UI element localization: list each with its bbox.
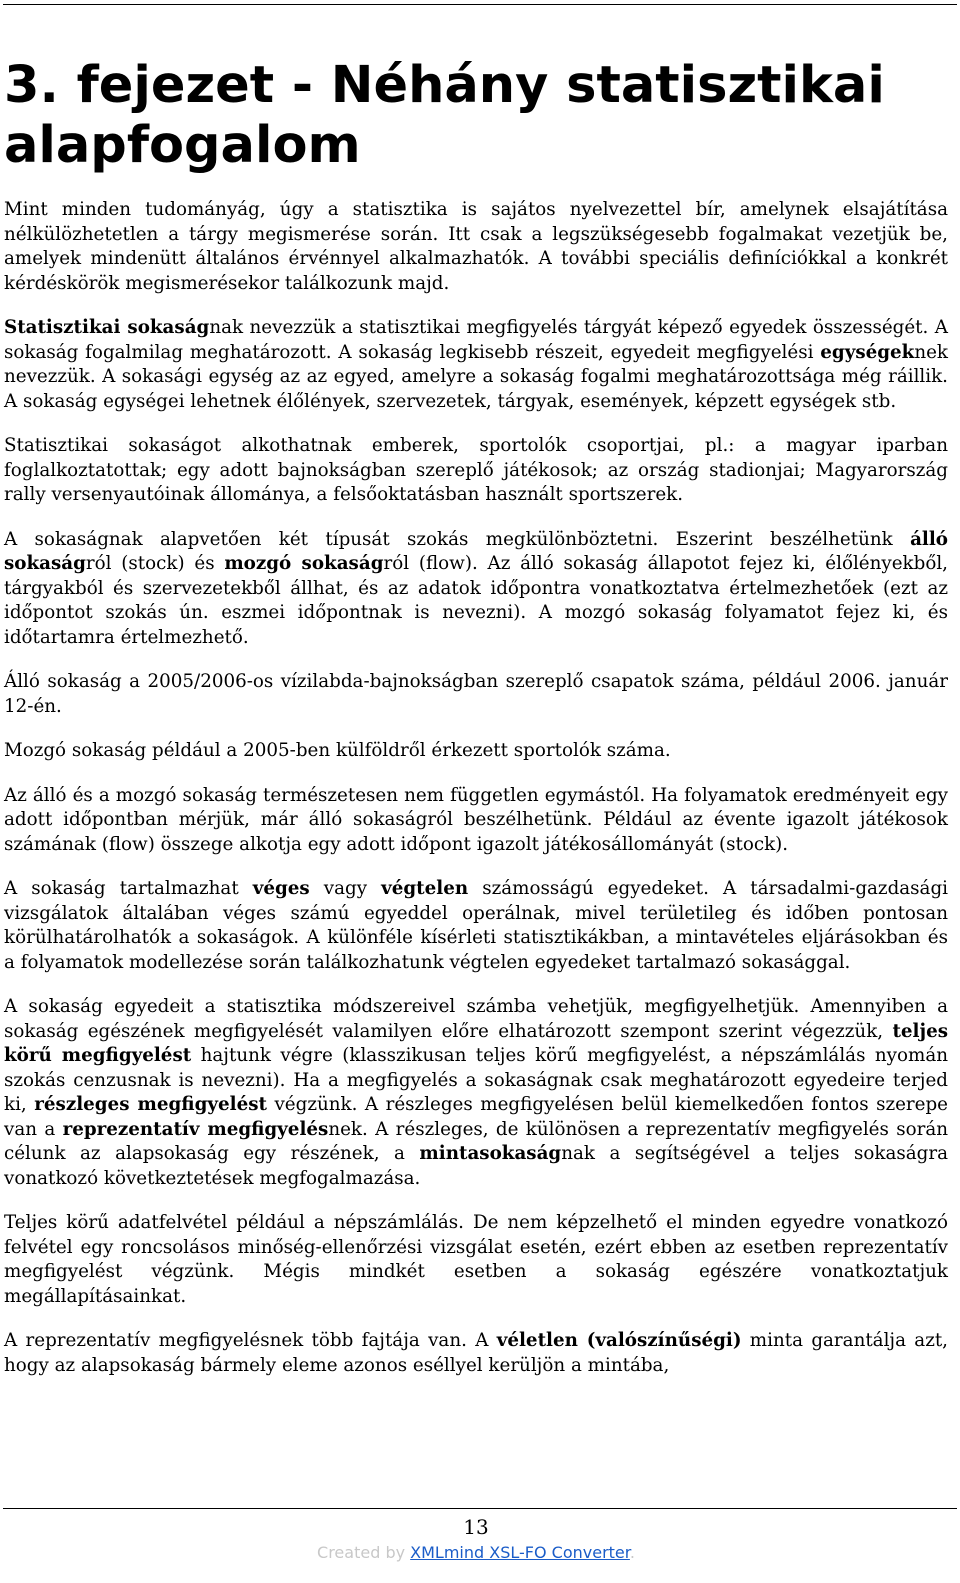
footer-rule [3,1508,957,1509]
term-statistical-population: Statisztikai sokaság [4,317,210,338]
term-units: egységek [820,341,915,363]
paragraph-intro: Mint minden tudományág, úgy a statisztika is sajátos nyelvezettel bír, amelynek elsajátítása nélkülözhetetlen a tárgy megismerése során. Itt csak a legszükségesebb fogalmakat vezetjük be, amelyek mindenütt általános érvénnyel alkalmazhatók. A további speciális definíciókkal a konkrét kérdéskörök megismerésekor találkozunk majd. [4,199,948,294]
term-flow-population: mozgó sokaság [224,553,384,574]
chapter-title: 3. fejezet - Néhány statisztikai alapfogalom [4,56,885,175]
paragraph-stock-flow: A sokaságnak alapvetően két típusát szokás megkülönböztetni. Eszerint beszélhetünk álló sokaságról (stock) és mozgó sokaságról (flow). Az álló sokaság állapotot fejez ki, élőlényekből, tárgyakból és szervezetekből állhat, és az adatok időpontra vonatkoztatva értelmezhetőek (ezt az időpontot szokás ún. eszmei időpontnak is nevezni). A mozgó sokaság folyamatot fejez ki, és időtartamra értelmezhető. [4,528,948,648]
term-full-observation: teljes körű megfigyelést [4,1020,948,1066]
paragraph-stock-flow-relation: Az álló és a mozgó sokaság természetesen nem független egymástól. Ha folyamatok eredményeit egy adott időpontban mérjük, már álló sokaságról beszélhetünk. Például az évente igazolt játékosok számának (flow) összege alkotja egy adott időpont igazolt játékosállományát (stock). [4,784,948,855]
paragraph-observation-types: A sokaság egyedeit a statisztika módszereivel számba vehetjük, megfigyelhetjük. Amennyiben a sokaság egészének megfigyelését valamilyen előre elhatározott szempont szerint végezzük, teljes körű megfigyelést hajtunk végre (klasszikusan teljes körű megfigyelést, a népszámlálás nyomán szokás cenzusnak is nevezni). Ha a megfigyelés a sokaságnak csak meghatározott egyedeire terjed ki, részleges megfigyelést végzünk. A részleges megfigyelésen belül kiemelkedően fontos szerepe van a reprezentatív megfigyelésnek. A részleges, de különösen a reprezentatív megfigyelés során célunk az alapsokaság egy részének, a mintasokaságnak a segítségével a teljes sokaságra vonatkozó következtetések megfogalmazása. [4,996,949,1189]
page-number: 13 [463,1515,489,1539]
term-representative-observation: reprezentatív megfigyelés [62,1118,329,1140]
term-stock-population: álló sokaság [4,528,948,574]
paragraph-stock-example: Álló sokaság a 2005/2006-os vízilabda-bajnokságban szereplő csapatok száma, például 2006. január 12-én. [4,671,948,717]
paragraph-flow-example: Mozgó sokaság például a 2005-ben külföldről érkezett sportolók száma. [4,740,671,761]
paragraph-population-definition: Statisztikai sokaságnak nevezzük a statisztikai megfigyelés tárgyát képező egyedek összességét. A sokaság fogalmilag meghatározott. A sokaság legkisebb részeit, egyedeit megfigyelési egységeknek nevezzük. A sokasági egység az az egyed, amelyre a sokaság fogalmi meghatározottsága még ráillik. A sokaság egységei lehetnek élőlények, szervezetek, tárgyak, események, képzett egységek stb. [4,317,948,412]
converter-credit: Created by XMLmind XSL-FO Converter. [317,1543,635,1562]
term-sample-population: mintasokaság [419,1143,562,1164]
paragraph-finite-infinite: A sokaság tartalmazhat véges vagy végtelen számosságú egyedeket. A társadalmi-gazdasági vizsgálatok általában véges számú egyeddel operálnak, mivel területileg és időben pontosan körülhatárolhatók a sokaságok. A különféle kísérleti statisztikákban, a mintavételes eljárásokban és a folyamatok modellezése során találkozhatunk végtelen egyedeket tartalmazó sokasággal. [4,878,949,973]
converter-link[interactable]: XMLmind XSL-FO Converter [410,1543,630,1562]
term-partial-observation: részleges megfigyelést [34,1094,267,1115]
paragraph-census-example: Teljes körű adatfelvétel például a népszámlálás. De nem képzelhető el minden egyedre vonatkozó felvétel egy roncsolásos minőség-ellenőrzési vizsgálat esetén, ezért ebben az esetben reprezentatív megfigyelést végzünk. Mégis mindkét esetben a sokaság egészére vonatkoztatjuk megállapításainkat. [4,1212,948,1307]
term-random-sample: véletlen (valószínűségi) [496,1330,742,1351]
chapter-body [4,198,948,1398]
paragraph-population-examples: Statisztikai sokaságot alkothatnak emberek, sportolók csoportjai, pl.: a magyar iparban foglalkoztatottak; egy adott bajnokságban szereplő játékosok; az ország stadionjai; Magyarország rally versenyautóinak állománya, a felsőoktatásban használt sportszerek. [4,435,948,505]
paragraph-random-sample: A reprezentatív megfigyelésnek több fajtája van. A véletlen (valószínűségi) minta garantálja azt, hogy az alapsokaság bármely eleme azonos eséllyel kerüljön a mintába, [4,1330,948,1376]
term-finite: véges [252,878,310,899]
header-rule [3,4,957,5]
term-infinite: végtelen [381,878,469,899]
